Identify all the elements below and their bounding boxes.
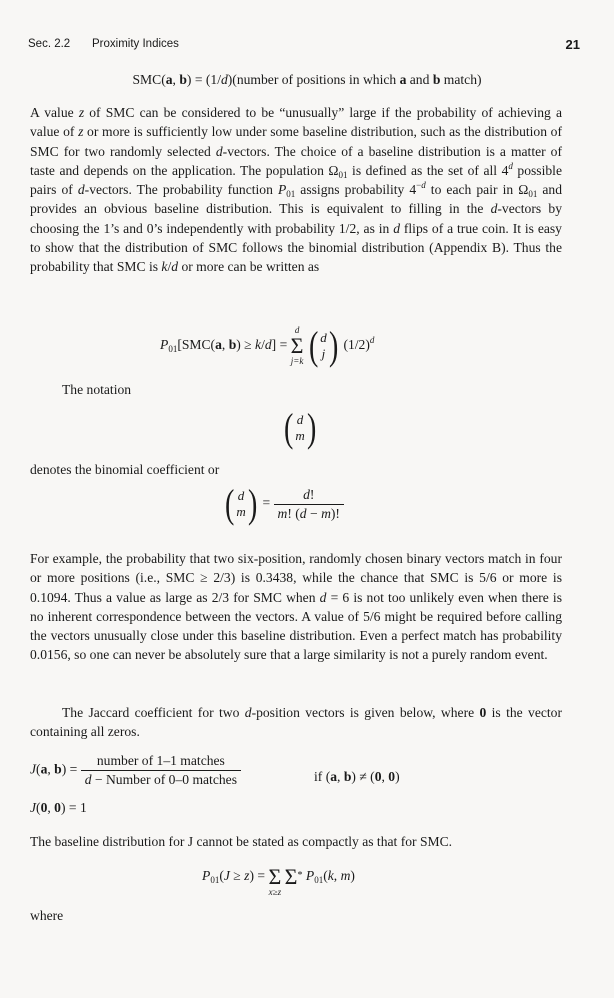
equation-jaccard-baseline: $P_{01}(J \ge z)$ = Σ x≥z Σ* $P_{01}(k$, m)	[202, 864, 355, 897]
paragraph-example: For example, the probability that two six-position, randomly chosen binary vectors match in four or more positions (i.e., SMC ≥ 2/3) is 0.3438, while the chance that SMC is 5/6 or more is 0.1094. Thus a value as large as 2/3 for SMC when d = 6 is not too unlikely even when there is no inherent correspondence between the vectors. A value of 5/6 might be required before calling the vectors unusually close under this baseline distribution. Even a perfect match has probability 0.0156, so one can never be absolutely sure that a large similarity is not a purely random event.	[30, 551, 562, 663]
equation-jaccard: J(a, b) = $\frac{\text{number of 1–1 matches}}{\text{d − Number of 0–0 matches}}$	[30, 752, 241, 789]
paragraph-jaccard-intro: The Jaccard coefficient for two d-position vectors is given below, where 0 is the vector containing all zeros.	[30, 705, 562, 740]
paragraph-notation: The notation	[62, 382, 132, 397]
equation-jaccard-zero: J(0, 0) = 1	[30, 800, 87, 815]
equation-jaccard-condition: if (a, b) ≠ (0, 0)	[314, 769, 400, 784]
section-number: Sec. 2.2	[28, 38, 71, 50]
equation-binom-definition: ( d m) = $\frac{d!}{m! (d - m)!}$	[223, 484, 344, 524]
equation-binom-notation: ( d m)	[283, 405, 317, 450]
running-header	[28, 35, 580, 55]
paragraph-jaccard-baseline: The baseline distribution for J cannot be stated as compactly as that for SMC.	[30, 834, 453, 849]
equation-smc-probability: $P_{01}[SMC(a$, b) ≥ k/d] = d Σ j=k ( d j) $(1/2)^d$	[160, 323, 375, 368]
paragraph-where: where	[30, 908, 64, 923]
section-title: Proximity Indices	[92, 38, 179, 50]
equation-smc-definition: SMC(a, b) = (1/d)(number of positions in which a and b match)	[132, 72, 482, 87]
paragraph-smc-baseline: A value z of SMC can be considered to be “unusually” large if the probability of achieving a value of z or more is sufficiently low under some baseline distribution, such as the distribution of SMC for two randomly selected d-vectors. The choice of a baseline distribution is a matter of taste and depends on the application. The population $\Omega_{01}$ is defined as the set of all 4$^d$ possible pairs of d-vectors. The probability function $P_{01}$ assigns probability $4^{-d}$ to each pair in $\Omega_{01}$ and provides an obvious baseline distribution. This is equivalent to filling in the d-vectors by choosing the 1’s and 0’s independently with probability 1/2, as in d flips of a true coin. It is easy to show that the distribution of SMC follows the binomial distribution (Appendix B). Thus the probability that SMC is k/d or more can be written as	[30, 105, 563, 275]
page-number: 21	[565, 37, 580, 52]
paragraph-denotes: denotes the binomial coefficient or	[30, 462, 220, 477]
